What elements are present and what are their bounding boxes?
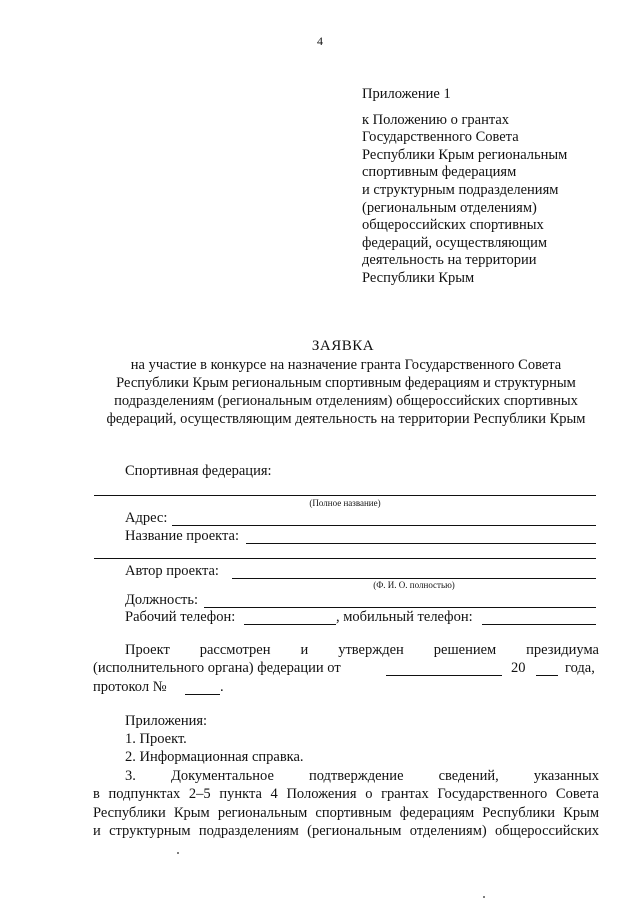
- full-name-hint: (Полное название): [309, 498, 381, 508]
- subtitle-line: федераций, осуществляющим деятельность на территории Республики Крым: [106, 411, 586, 427]
- approval-line-2: (исполнительного органа) федерации от: [93, 660, 341, 676]
- appendix-line: федераций, осуществляющим: [362, 234, 548, 251]
- appendix-line: к Положению о грантах: [362, 111, 510, 128]
- project-name-field[interactable]: [246, 543, 596, 544]
- attachment-item-3-line: и структурным подразделениям (региональным отделениям) общероссийских: [93, 823, 599, 839]
- author-label: Автор проекта:: [125, 563, 219, 579]
- position-label: Должность:: [125, 592, 198, 608]
- decision-date-field[interactable]: [386, 675, 502, 676]
- year-field[interactable]: [536, 675, 558, 676]
- page-number: 4: [317, 34, 323, 48]
- appendix-line: деятельность на территории: [362, 252, 537, 269]
- attachment-item-3-line: Республики Крым региональным спортивным федерациям Республики Крым: [93, 805, 599, 821]
- appendix-line: (региональным отделениям): [362, 199, 537, 216]
- project-name-field-continued[interactable]: [94, 558, 596, 559]
- attachment-item-1: 1. Проект.: [125, 731, 187, 747]
- work-phone-field[interactable]: [244, 624, 336, 625]
- protocol-period: .: [220, 679, 224, 695]
- appendix-heading: Приложение 1: [362, 86, 451, 102]
- appendix-line: Государственного Совета: [362, 129, 519, 146]
- document-title: ЗАЯВКА: [311, 338, 375, 354]
- federation-label: Спортивная федерация:: [125, 463, 272, 479]
- author-field[interactable]: [232, 578, 596, 579]
- appendix-block: [362, 86, 632, 288]
- subtitle-line: Республики Крым региональным спортивным федерациям и структурным: [116, 375, 576, 391]
- appendix-line: Республики Крым: [362, 269, 475, 286]
- work-phone-label: Рабочий телефон:: [125, 609, 236, 625]
- subtitle-line: на участие в конкурсе на назначение гранта Государственного Совета: [130, 357, 562, 373]
- protocol-label: протокол №: [93, 679, 167, 695]
- year-prefix: 20: [511, 660, 526, 676]
- attachment-item-3-line: в подпунктах 2–5 пункта 4 Положения о грантах Государственного Совета: [93, 786, 599, 802]
- document-subtitle: [92, 356, 600, 428]
- mobile-phone-label: , мобильный телефон:: [336, 609, 473, 625]
- protocol-number-field[interactable]: [185, 694, 220, 695]
- position-field[interactable]: [204, 607, 596, 608]
- appendix-line: общероссийских спортивных: [362, 217, 544, 234]
- attachment-item-2: 2. Информационная справка.: [125, 749, 304, 765]
- subtitle-line: подразделениям (региональным отделениям) общероссийских спортивных: [114, 393, 578, 409]
- project-name-label: Название проекта:: [125, 528, 240, 544]
- scan-speck: [483, 896, 485, 898]
- appendix-line: Республики Крым региональным: [362, 146, 568, 163]
- year-suffix: года,: [565, 660, 595, 676]
- author-hint: (Ф. И. О. полностью): [373, 580, 455, 590]
- mobile-phone-field[interactable]: [482, 624, 596, 625]
- appendix-line: и структурным подразделениям: [362, 181, 559, 198]
- appendix-line: спортивным федерациям: [362, 164, 517, 181]
- approval-line-1: Проект рассмотрен и утвержден решением президиума: [125, 642, 599, 658]
- address-label: Адрес:: [125, 510, 168, 526]
- address-field[interactable]: [172, 525, 596, 526]
- attachment-item-3-line: 3. Документальное подтверждение сведений, указанных: [125, 768, 599, 784]
- attachments-heading: Приложения:: [125, 713, 208, 729]
- scan-speck: [177, 852, 179, 854]
- federation-name-field[interactable]: [94, 495, 596, 496]
